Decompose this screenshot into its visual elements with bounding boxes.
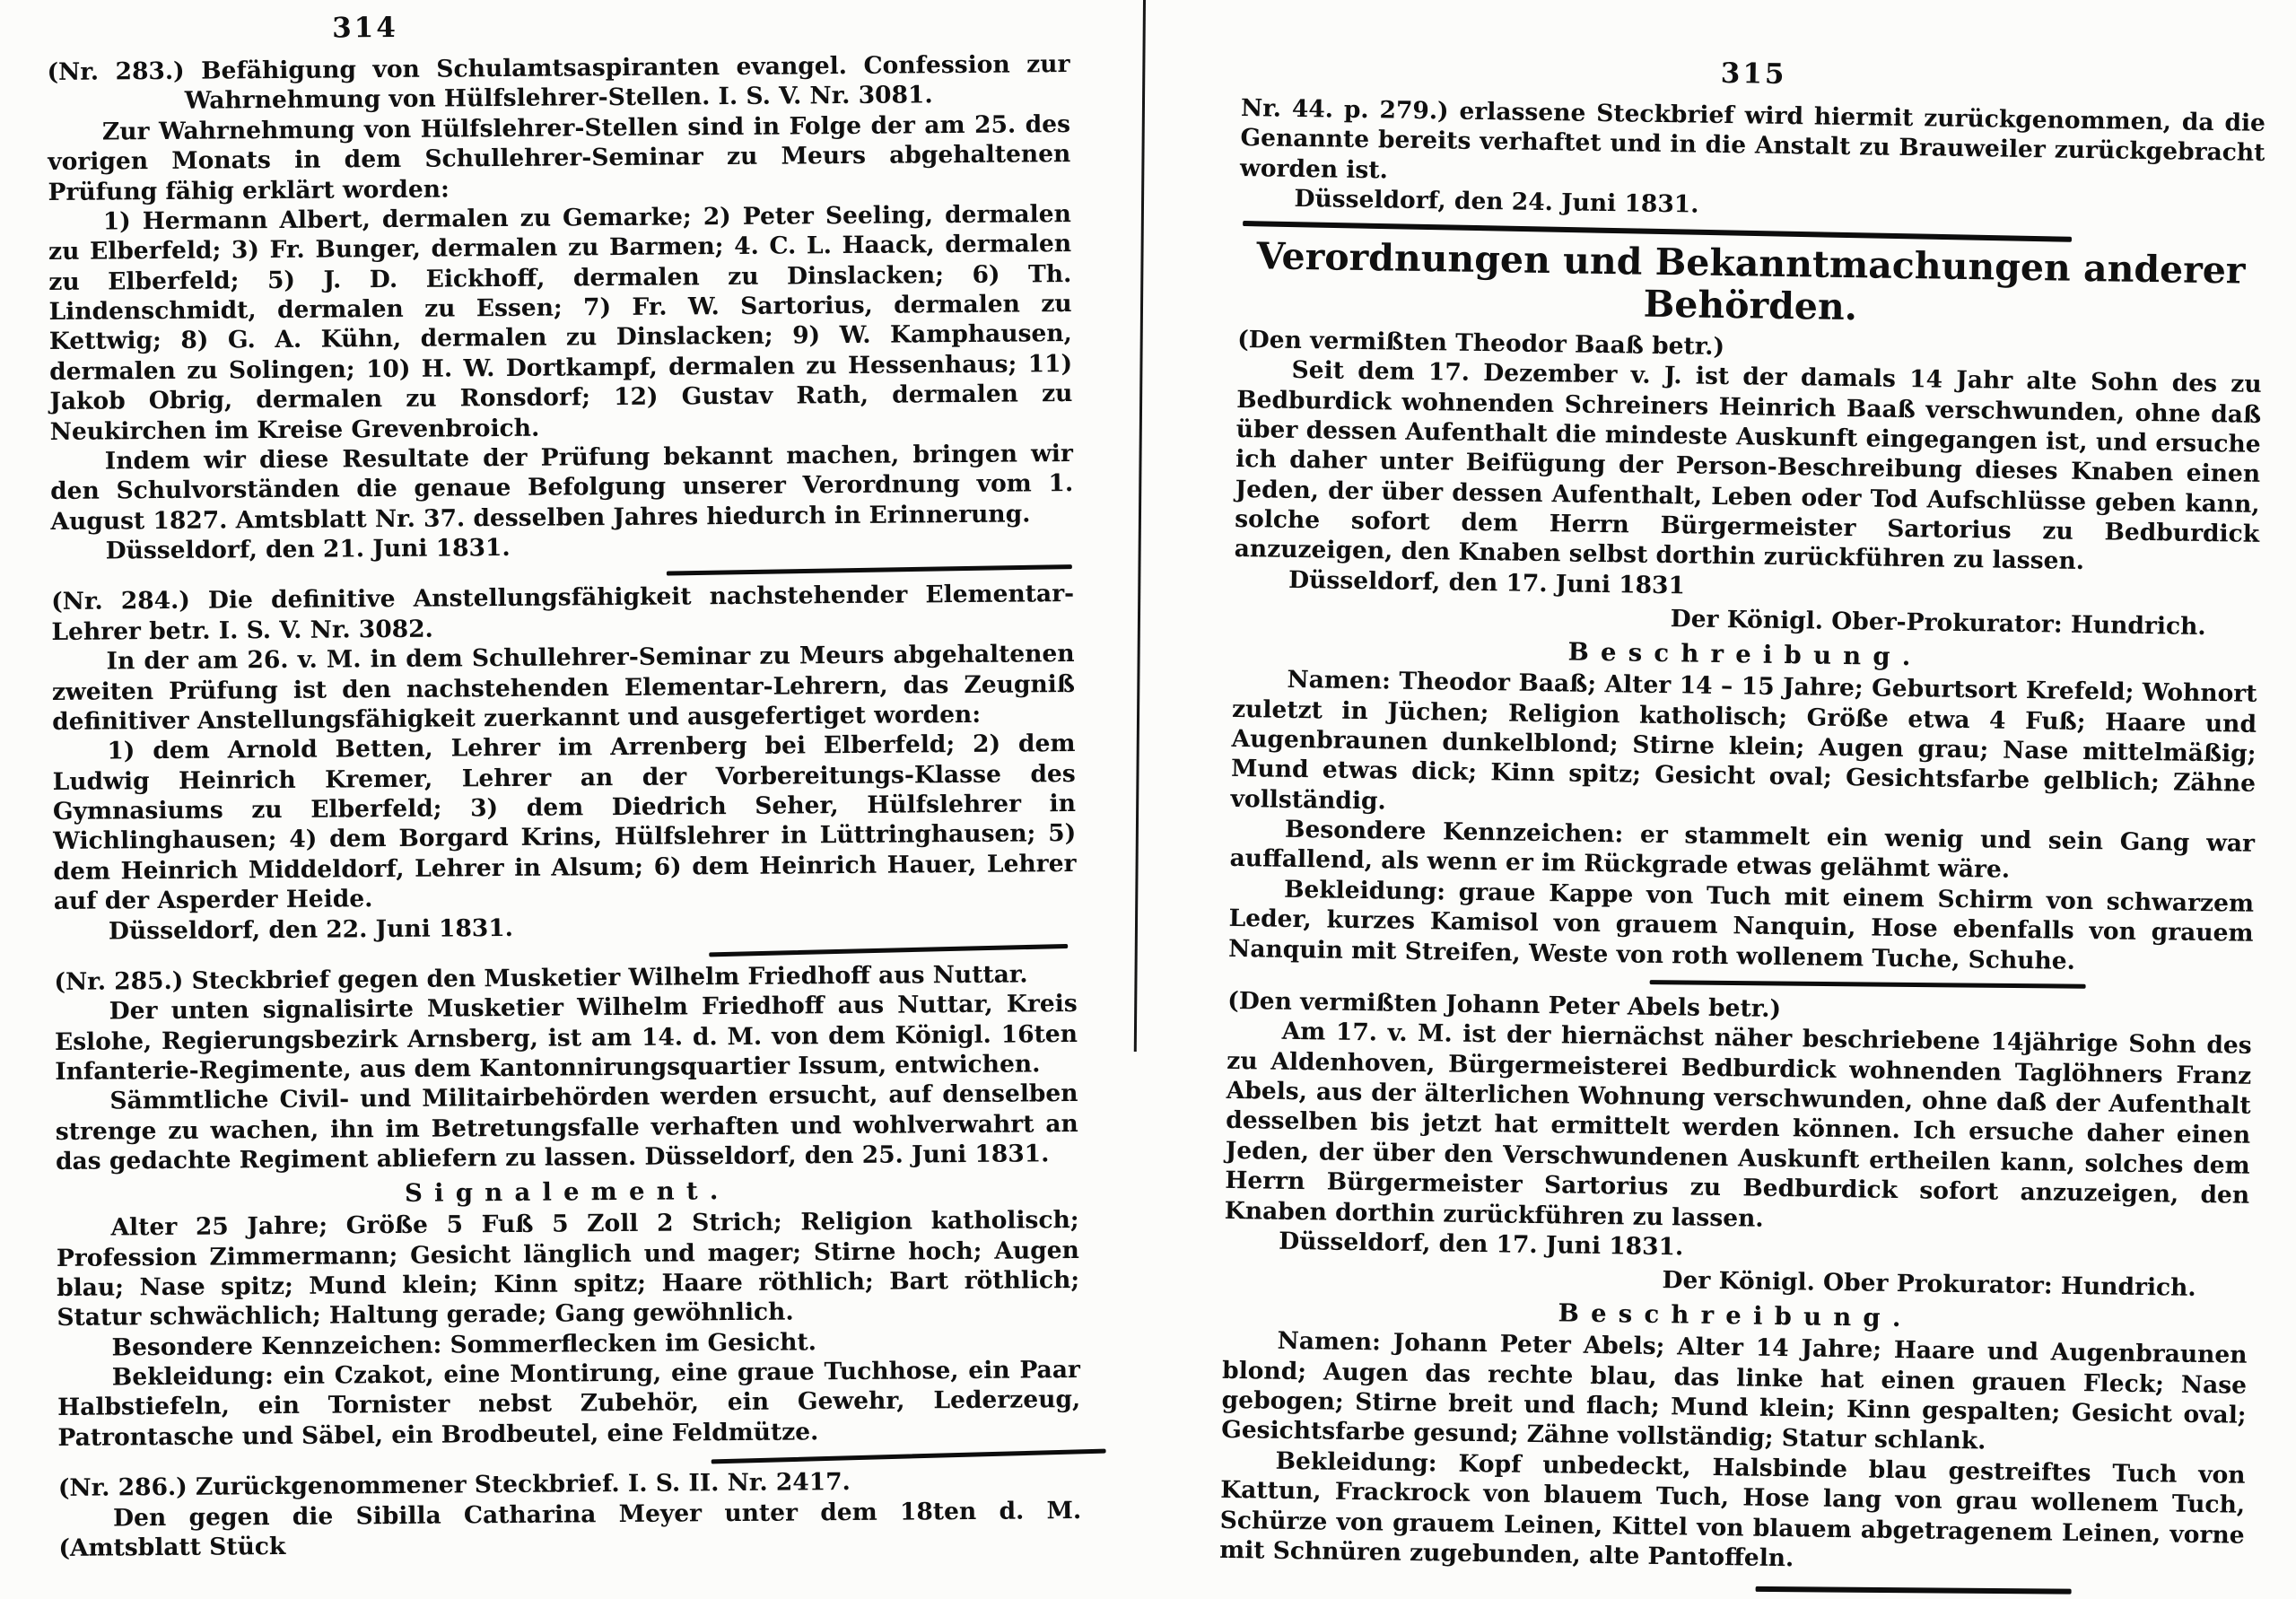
page-number: 315	[1720, 57, 1787, 92]
section-divider-rule	[709, 944, 1068, 957]
article-284-dateline: Düsseldorf, den 22. Juni 1831.	[108, 913, 514, 945]
article-284-heading: (Nr. 284.) Die definitive Anstellungsfähigkeit nachstehender Elementar-Lehrer betr. I. S. V. Nr. 3082.	[51, 580, 1075, 646]
notice-baass	[1228, 325, 2262, 979]
notice-baass-subject: (Den vermißten Theodor Baaß betr.)	[1236, 325, 1725, 361]
article-283	[47, 49, 1073, 566]
article-285-paragraph-2: Sämmtliche Civil- und Militairbehörden werden ersucht, auf denselben strenge zu wachen, ihn im Betretungsfalle verhaften und wohlverwahrt an das gedachte Regiment abliefern zu lassen. Düsseldorf, den 25. Juni 1831.	[55, 1079, 1078, 1176]
article-286-heading: (Nr. 286.) Zurückgenommener Steckbrief. I. S. II. Nr. 2417.	[57, 1468, 851, 1503]
section-heading: Verordnungen und Bekanntmachungen anderer Behörden.	[1256, 233, 2246, 328]
continuation-dateline: Düsseldorf, den 24. Juni 1831.	[1294, 185, 1699, 219]
beschreibung-heading: Beschreibung.	[1558, 1298, 1913, 1332]
notice-baass-dateline: Düsseldorf, den 17. Juni 1831	[1288, 565, 1686, 600]
article-286	[58, 1465, 1082, 1563]
page-right	[1219, 50, 2266, 1598]
page-number: 314	[331, 11, 398, 45]
notice-baass-description: Namen: Theodor Baaß; Alter 14 – 15 Jahre; Geburtsort Krefeld; Wohnort zuletzt in Jüchen; Religion katholisch; Größe etwa 4 Fuß; Haare und Augenbraunen dunkelblond; Stirne klein; Augen grau; Nase mittelmäßig; Mund etwas dick; Kinn spitz; Gesicht oval; Gesichtsfarbe gelblich; Zähne vollständig.	[1230, 666, 2257, 816]
notice-abels-description: Namen: Johann Peter Abels; Alter 14 Jahre; Haare und Augenbraunen blond; Augen das rechte blau, das linke hat einen grauen Fleck; Nase gebogen; Stirne breit und flach; Mund klein; Kinn gespalten; Gesicht oval; Gesichtsfarbe gesund; Zähne vollständig; Statur schlank.	[1220, 1327, 2248, 1455]
article-284-paragraph-1: In der am 26. v. M. in dem Schullehrer-Seminar zu Meurs abgehaltenen zweiten Prüfung ist den nachstehenden Elementar-Lehrern, das Zeugniß definitiver Anstellungsfähigkeit zuerkannt und ausgefertiget worden:	[51, 640, 1076, 736]
article-286-paragraph-1: Den gegen die Sibilla Catharina Meyer unter dem 18ten d. M. (Amtsblatt Stück	[58, 1496, 1082, 1562]
notice-abels-bekleidung: Bekleidung: Kopf unbedeckt, Halsbinde blau gestreiftes Tuch von Kattun, Frackrock von blauem Tuch, Hose lang von grau wollenem Tuch, Schürze von grauem Leinen, Kittel von blauem abgetragenem Leinen, vorne mit Schnüren zugebunden, alte Pantoffeln.	[1218, 1446, 2246, 1573]
notice-abels-dateline: Düsseldorf, den 17. Juni 1831.	[1279, 1227, 1684, 1262]
article-283-candidate-list: 1) Hermann Albert, dermalen zu Gemarke; 2) Peter Seeling, dermalen zu Elberfeld; 3) Fr. Bunger, dermalen zu Barmen; 4. C. L. Haack, dermalen zu Elberfeld; 5) J. D. Eickhoff, dermalen zu Dinslacken; 6) Th. Lindenschmidt, dermalen zu Essen; 7) Fr. W. Sartorius, dermalen zu Kettwig; 8) G. A. Kühn, dermalen zu Dinslacken; 9) W. Kamphausen, dermalen zu Solingen; 10) H. W. Dortkampf, dermalen zu Hessenhaus; 11) Jakob Obrig, dermalen zu Ronsdorf; 12) Gustav Rath, dermalen zu Neukirchen im Kreise Grevenbroich.	[48, 199, 1073, 446]
notice-baass-paragraph: Seit dem 17. Dezember v. J. ist der damals 14 Jahr alte Sohn des zu Bedburdick wohnenden Schreiners Heinrich Baaß verschwunden, ohne daß über dessen Aufenthalt die mindeste Auskunft eingegangen ist, und ersuche ich daher unter Beifügung der Person-Beschreibung dieses Knaben einen Jeden, der über dessen Aufenthalt, Leben oder Tod Aufschlüsse geben kann, solche sofort dem Herrn Bürgermeister Sartorius zu Bedburdick anzuzeigen, den Knaben selbst dorthin zurückführen zu lassen.	[1234, 356, 2262, 576]
notice-abels	[1219, 986, 2252, 1580]
section-divider-rule	[667, 564, 1072, 575]
article-283-paragraph-1: Zur Wahrnehmung von Hülfslehrer-Stellen sind in Folge der am 25. des vorigen Monats in dem Schullehrer-Seminar zu Meurs abgehaltenen Prüfung fähig erklärt worden:	[48, 109, 1071, 206]
article-286-continuation	[1239, 93, 2265, 228]
continuation-paragraph: Nr. 44. p. 279.) erlassene Steckbrief wird hiermit zurückgenommen, da die Genannte bereits verhaftet und in die Anstalt zu Brauweiler zurückgebracht worden ist.	[1239, 93, 2266, 185]
notice-baass-signature: Der Königl. Ober-Prokurator: Hundrich.	[1670, 605, 2206, 642]
signalement-heading: Signalement.	[404, 1175, 730, 1208]
article-285-kennzeichen: Besondere Kennzeichen: Sommerflecken im Gesicht.	[111, 1327, 817, 1362]
article-285-bekleidung: Bekleidung: ein Czakot, eine Montirung, eine graue Tuchhose, ein Paar Halbstiefeln, ein Tornister nebst Zubehör, ein Gewehr, Lederzeug, Patrontasche und Säbel, ein Brodbeutel, eine Feldmütze.	[57, 1356, 1081, 1452]
article-283-dateline: Düsseldorf, den 21. Juni 1831.	[105, 533, 511, 565]
article-283-heading: (Nr. 283.) Befähigung von Schulamtsaspiranten evangel. Confession zur Wahrnehmung von Hülfslehrer-Stellen. I. S. V. Nr. 3081.	[47, 50, 1070, 116]
signalement-paragraph: Alter 25 Jahre; Größe 5 Fuß 5 Zoll 2 Strich; Religion katholisch; Profession Zimmermann; Gesicht länglich und mager; Stirne hoch; Augen blau; Nase spitz; Mund klein; Kinn spitz; Haare röthlich; Bart röthlich; Statur schwächlich; Haltung gerade; Gang gewöhnlich.	[56, 1206, 1080, 1332]
notice-abels-subject: (Den vermißten Johann Peter Abels betr.)	[1227, 986, 1782, 1023]
notice-abels-paragraph: Am 17. v. M. ist der hiernächst näher beschriebene 14jährige Sohn des zu Aldenhoven, Bürgermeisterei Bedburdick wohnenden Taglöhners Franz Abels, aus der älterlichen Wohnung verschwunden, ohne daß der Aufenthalt desselben bis jetzt hat ermittelt werden können. Ich ersuche daher einen Jeden, der über den Verschwundenen Auskunft ertheilen kann, solches dem Herrn Bürgermeister Sartorius zu Bedburdick sofort anzuzeigen, den Knaben dorthin zurückführen zu lassen.	[1224, 1018, 2252, 1233]
beschreibung-heading: Beschreibung.	[1567, 637, 1923, 671]
article-283-paragraph-2: Indem wir diese Resultate der Prüfung bekannt machen, bringen wir den Schulvorständen die genaue Befolgung unserer Verordnung vom 1. August 1827. Amtsblatt Nr. 37. desselben Jahres hiedurch in Erinnerung.	[50, 439, 1074, 536]
section-divider-rule	[1650, 980, 2086, 989]
end-rule	[1756, 1586, 2072, 1595]
notice-baass-kennzeichen: Besondere Kennzeichen: er stammelt ein wenig und sein Gang war auffallend, als wenn er im Rückgrade etwas gelähmt wäre.	[1229, 815, 2256, 885]
section-divider-rule	[711, 1449, 1106, 1464]
article-285-paragraph-1: Der unten signalisirte Musketier Wilhelm Friedhoff aus Nuttar, Kreis Eslohe, Regierungsbezirk Arnsberg, ist am 14. d. M. von dem Königl. 16ten Infanterie-Regimente, aus dem Kantonnirungsquartier Issum, entwichen.	[54, 990, 1078, 1086]
notice-baass-bekleidung: Bekleidung: graue Kappe von Tuch mit einem Schirm von schwarzem Leder, kurzes Kamisol von grauem Nanquin, Hose ebenfalls von grauem Nanquin mit Streifen, Weste von roth wollenem Tuche, Schuhe.	[1227, 875, 2255, 975]
article-285-heading: (Nr. 285.) Steckbrief gegen den Musketier Wilhelm Friedhoff aus Nuttar.	[54, 960, 1028, 996]
page-divider-line	[1134, 0, 1146, 1052]
article-285	[54, 959, 1080, 1453]
article-284-teacher-list: 1) dem Arnold Betten, Lehrer im Arrenberg bei Elberfeld; 2) dem Ludwig Heinrich Kremer, Lehrer an der Vorbereitungs-Klasse des Gymnasiums zu Elberfeld; 3) dem Diedrich Seher, Hülfslehrer in Wichlinghausen; 4) dem Borgard Krins, Hülfslehrer in Lüttringhausen; 5) dem Heinrich Middeldorf, Lehrer in Alsum; 6) dem Heinrich Hauer, Lehrer auf der Asperder Heide.	[52, 730, 1077, 916]
article-284	[51, 579, 1077, 946]
notice-abels-signature: Der Königl. Ober Prokurator: Hundrich.	[1662, 1266, 2196, 1303]
